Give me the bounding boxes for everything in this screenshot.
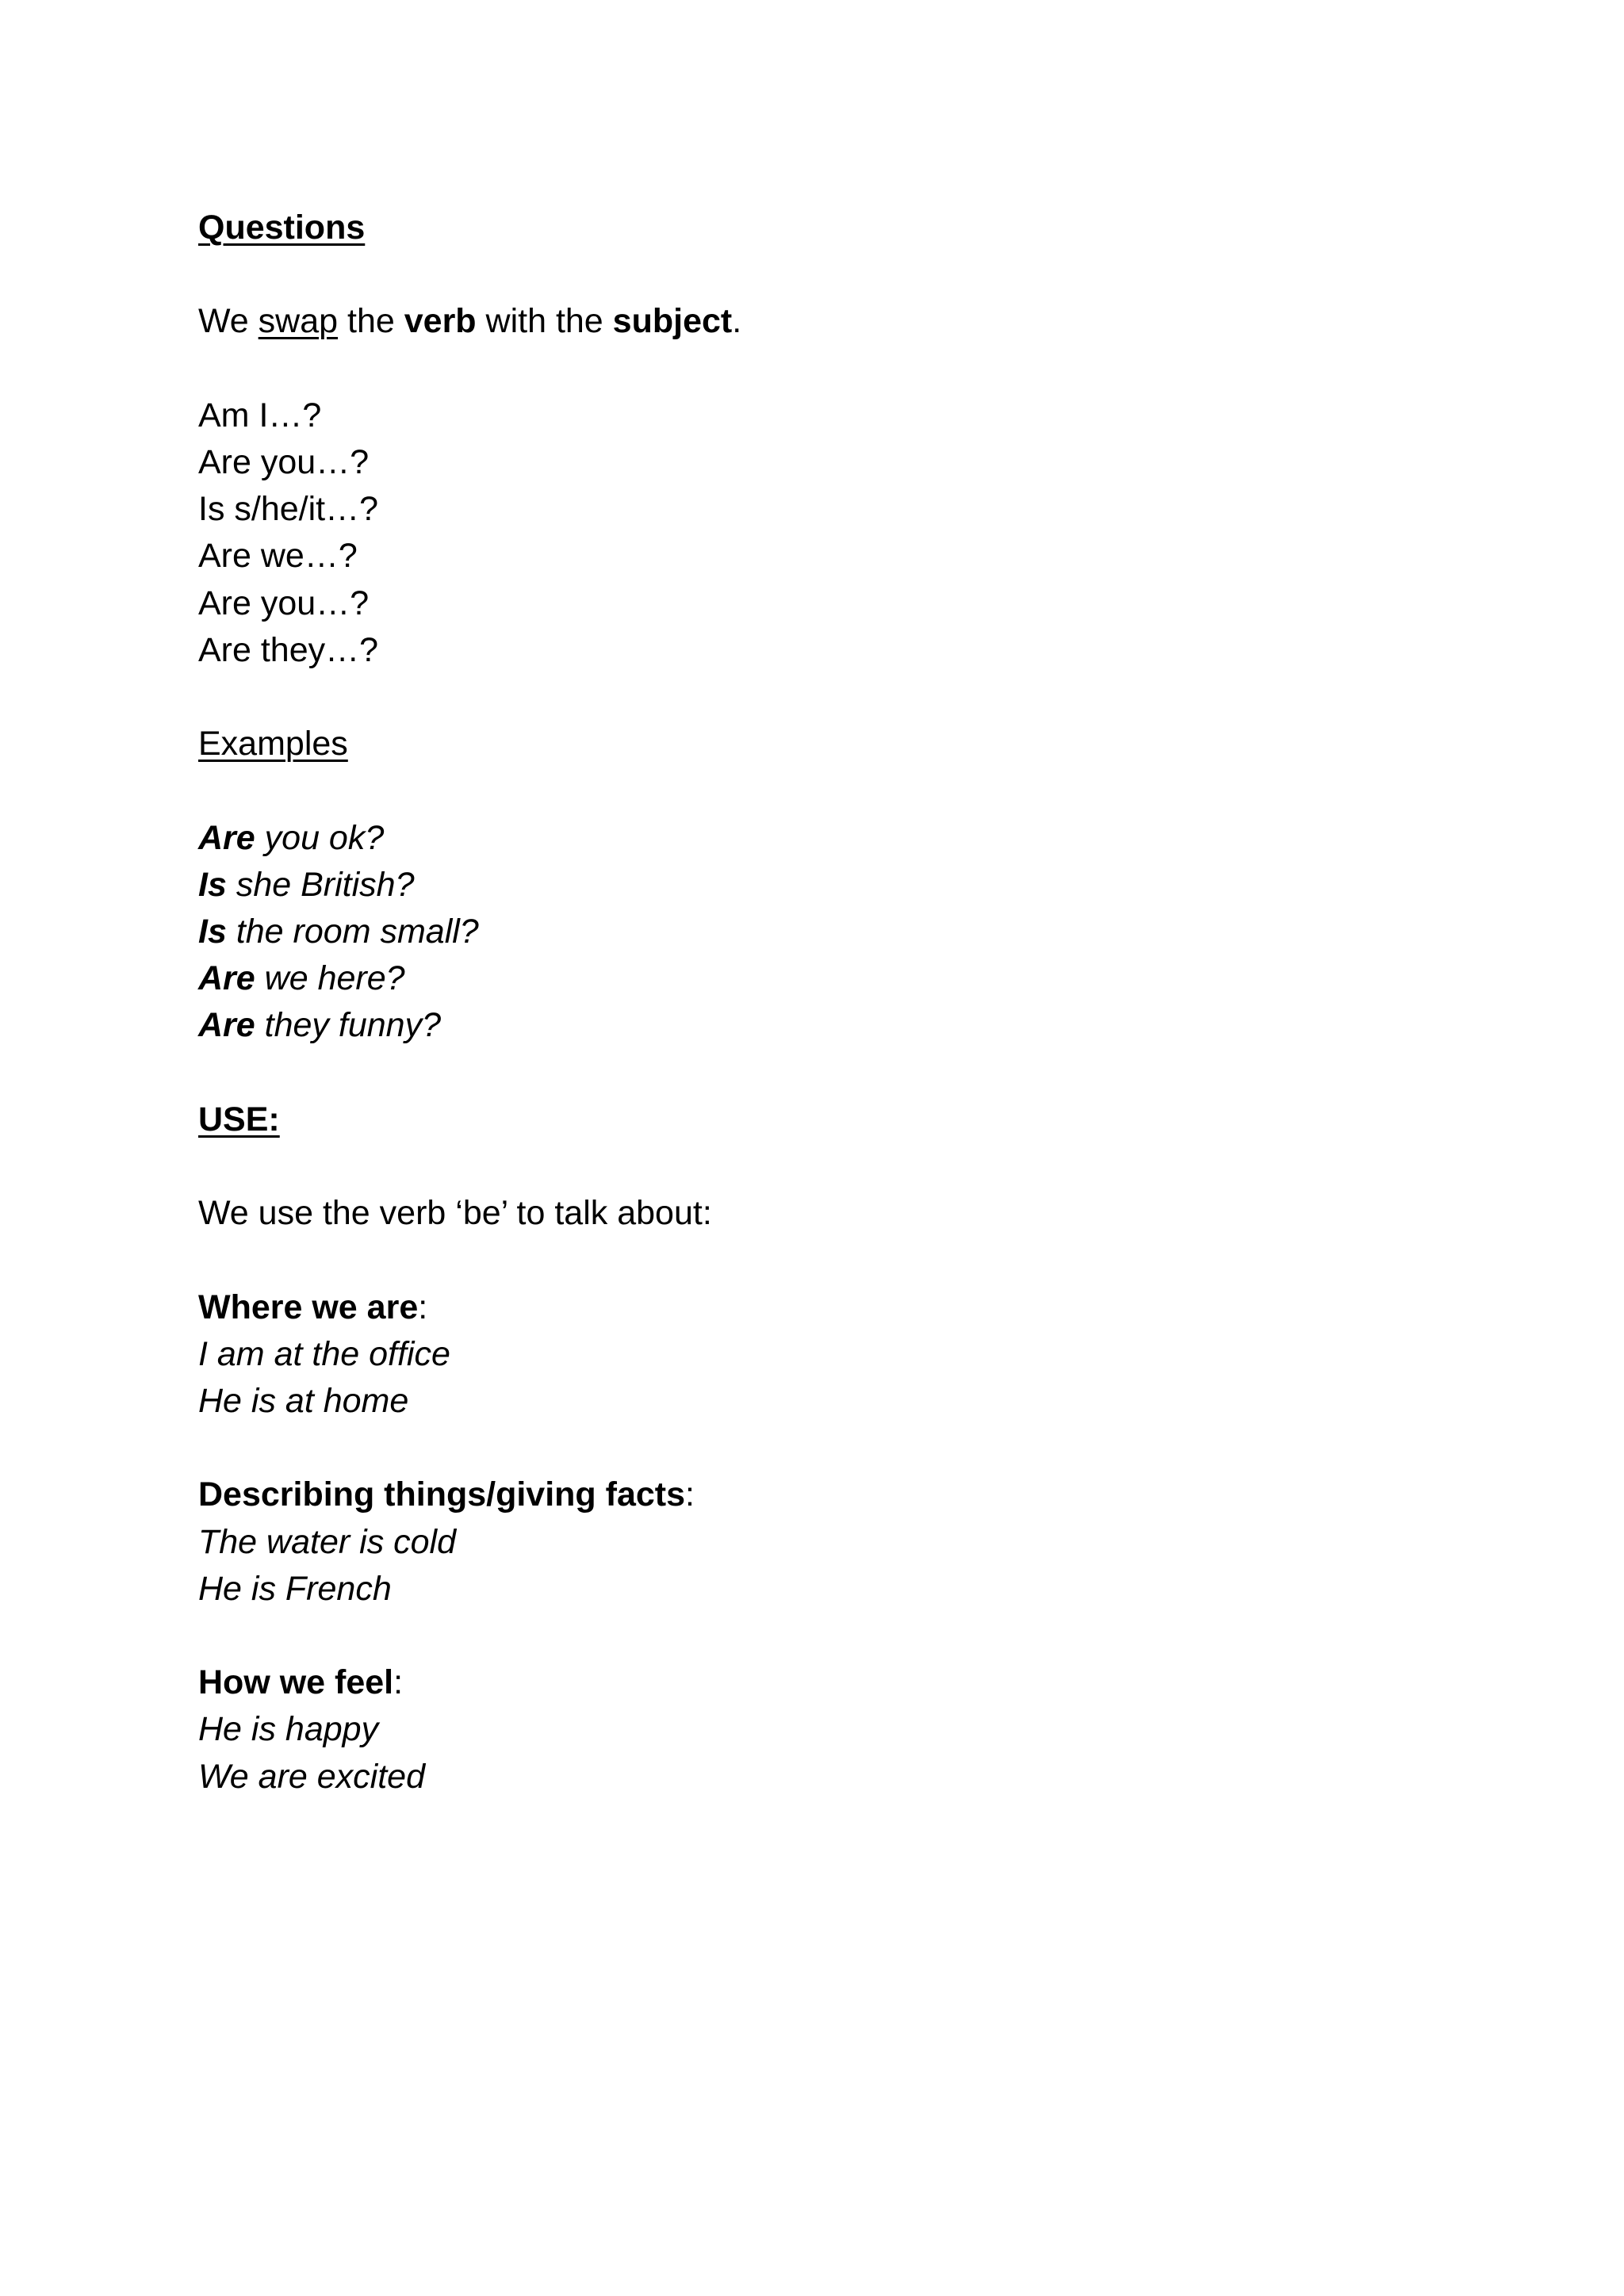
example-verb: Are (198, 959, 255, 998)
example-rest: the room small? (226, 912, 479, 951)
question-form: Are you…? (198, 584, 370, 622)
example-question (198, 1002, 1467, 1049)
use-title-colon: : (418, 1288, 428, 1326)
use-example: He is French (198, 1569, 392, 1608)
question-form: Am I…? (198, 396, 322, 434)
use-title-colon: : (685, 1475, 695, 1514)
spacer (198, 1237, 1467, 1284)
questions-heading: Questions (198, 209, 366, 247)
spacer (198, 1425, 1467, 1471)
use-title (198, 1659, 1467, 1706)
example-question (198, 815, 1467, 862)
rule-text: We (198, 302, 259, 341)
use-title-text: Where we are (198, 1288, 419, 1326)
example-verb: Is (198, 865, 227, 904)
question-form: Are we…? (198, 537, 358, 576)
use-heading: USE: (198, 1100, 280, 1138)
example-rest: she British? (226, 865, 415, 904)
use-title (198, 1284, 1467, 1331)
examples-heading: Examples (198, 725, 348, 763)
use-intro: We use the verb ‘be’ to talk about: (198, 1194, 712, 1233)
example-verb: Are (198, 818, 255, 857)
use-example: He is at home (198, 1381, 409, 1420)
example-rest: we here? (255, 959, 405, 998)
rule-text: with the (476, 302, 613, 341)
example-question (198, 862, 1467, 909)
use-title-text: Describing things/giving facts (198, 1475, 686, 1514)
example-question (198, 909, 1467, 955)
spacer (198, 1613, 1467, 1659)
question-form: Are you…? (198, 442, 370, 481)
example-question (198, 955, 1467, 1002)
example-verb: Are (198, 1006, 255, 1045)
use-example: He is happy (198, 1710, 379, 1749)
example-rest: they funny? (255, 1006, 441, 1045)
use-example: I am at the office (198, 1334, 450, 1373)
use-title-text: How we feel (198, 1663, 394, 1702)
rule-verb-word: verb (404, 302, 477, 341)
spacer (198, 346, 1467, 392)
question-form: Are they…? (198, 630, 379, 669)
spacer (198, 251, 1467, 298)
spacer (198, 1050, 1467, 1096)
rule-text: . (732, 302, 742, 341)
use-example: We are excited (198, 1757, 426, 1796)
rule-swap-word: swap (258, 302, 339, 341)
spacer (198, 1143, 1467, 1190)
example-rest: you ok? (255, 818, 385, 857)
document-page (198, 205, 1467, 1800)
spacer (198, 767, 1467, 814)
rule-subject-word: subject (612, 302, 733, 341)
use-title (198, 1471, 1467, 1518)
question-form: Is s/he/it…? (198, 490, 379, 529)
use-title-colon: : (393, 1663, 404, 1702)
rule-text: the (338, 302, 404, 341)
use-example: The water is cold (198, 1522, 457, 1561)
example-verb: Is (198, 912, 227, 951)
spacer (198, 674, 1467, 721)
rule-sentence (198, 298, 1467, 345)
